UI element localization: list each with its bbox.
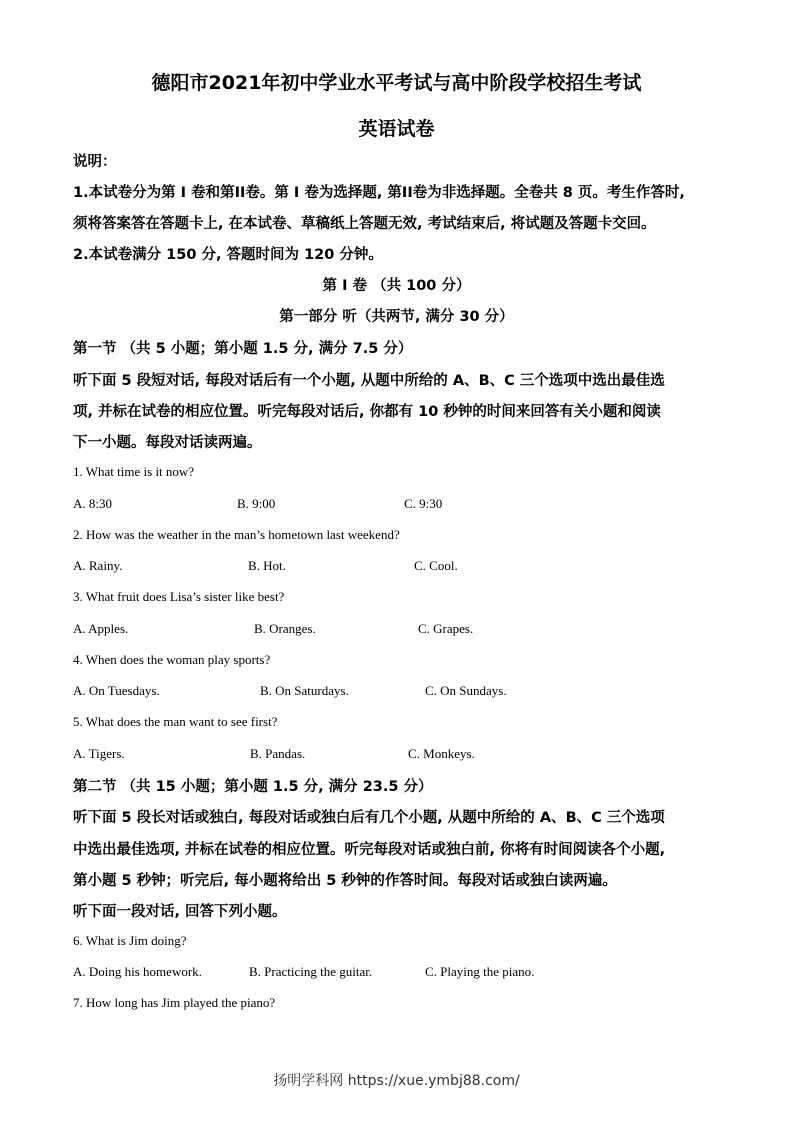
part1-title: 第一部分 听（共两节, 满分 30 分） — [279, 309, 514, 325]
instructions-line-3: 2.本试卷满分 150 分, 答题时间为 120 分钟。 — [73, 247, 383, 263]
option-b: B. Practicing the guitar. — [249, 964, 373, 979]
option-b: B. 9:00 — [237, 496, 276, 511]
option-a: A. On Tuesdays. — [73, 683, 160, 698]
instructions-line-2: 须将答案答在答题卡上, 在本试卷、草稿纸上答题无效, 考试结束后, 将试题及答题卡交回。 — [73, 216, 656, 232]
question-stem: 1. What time is it now? — [73, 464, 195, 479]
instructions-label: 说明： — [73, 154, 117, 170]
option-c: C. Playing the piano. — [425, 964, 535, 979]
section2-directions-3: 第小题 5 秒钟；听完后, 每小题将给出 5 秒钟的作答时间。每段对话或独白读两遍。 — [73, 873, 617, 889]
option-a: A. Doing his homework. — [73, 964, 202, 979]
option-c: C. On Sundays. — [425, 683, 507, 698]
option-c: C. 9:30 — [404, 496, 443, 511]
section2-directions-1: 听下面 5 段长对话或独白, 每段对话或独白后有几个小题, 从题中所给的 A、B、C 三个选项 — [73, 810, 665, 826]
option-c: C. Grapes. — [418, 621, 474, 636]
question-stem: 6. What is Jim doing? — [73, 933, 187, 948]
option-a: A. Apples. — [73, 621, 129, 636]
question-stem: 5. What does the man want to see first? — [73, 714, 278, 729]
option-a: A. Tigers. — [73, 746, 125, 761]
section1-directions-3: 下一小题。每段对话读两遍。 — [73, 435, 262, 451]
option-a: A. 8:30 — [73, 496, 112, 511]
section1-directions-1: 听下面 5 段短对话, 每段对话后有一个小题, 从题中所给的 A、B、C 三个选项中选出最佳选 — [73, 373, 665, 389]
option-a: A. Rainy. — [73, 558, 123, 573]
volume-title: 第 I 卷 （共 100 分） — [322, 278, 471, 294]
section1-directions-2: 项, 并标在试卷的相应位置。听完每段对话后, 你都有 10 秒钟的时间来回答有关小题和阅读 — [73, 404, 661, 420]
instructions-line-1: 1.本试卷分为第 I 卷和第II卷。第 I 卷为选择题, 第II卷为非选择题。全卷共 8 页。考生作答时, — [73, 185, 685, 201]
option-b: B. On Saturdays. — [260, 683, 349, 698]
dialog-intro: 听下面一段对话, 回答下列小题。 — [73, 904, 287, 920]
option-b: B. Pandas. — [250, 746, 306, 761]
section1-heading: 第一节 （共 5 小题；第小题 1.5 分, 满分 7.5 分） — [73, 341, 413, 357]
exam-title: 德阳市2021年初中学业水平考试与高中阶段学校招生考试 — [151, 72, 642, 94]
option-b: B. Oranges. — [254, 621, 316, 636]
section2-directions-2: 中选出最佳选项, 并标在试卷的相应位置。听完每段对话或独白前, 你将有时间阅读各个小题, — [73, 842, 666, 858]
question-stem: 2. How was the weather in the man’s hometown last weekend? — [73, 527, 400, 542]
option-c: C. Cool. — [414, 558, 458, 573]
question-stem: 3. What fruit does Lisa’s sister like best? — [73, 589, 285, 604]
exam-subtitle: 英语试卷 — [358, 118, 435, 140]
option-c: C. Monkeys. — [408, 746, 475, 761]
option-b: B. Hot. — [248, 558, 286, 573]
section2-heading: 第二节 （共 15 小题；第小题 1.5 分, 满分 23.5 分） — [73, 779, 433, 795]
footer-watermark: 扬明学科网 https://xue.ymbj88.com/ — [273, 1073, 520, 1089]
question-stem: 7. How long has Jim played the piano? — [73, 995, 276, 1010]
question-stem: 4. When does the woman play sports? — [73, 652, 271, 667]
